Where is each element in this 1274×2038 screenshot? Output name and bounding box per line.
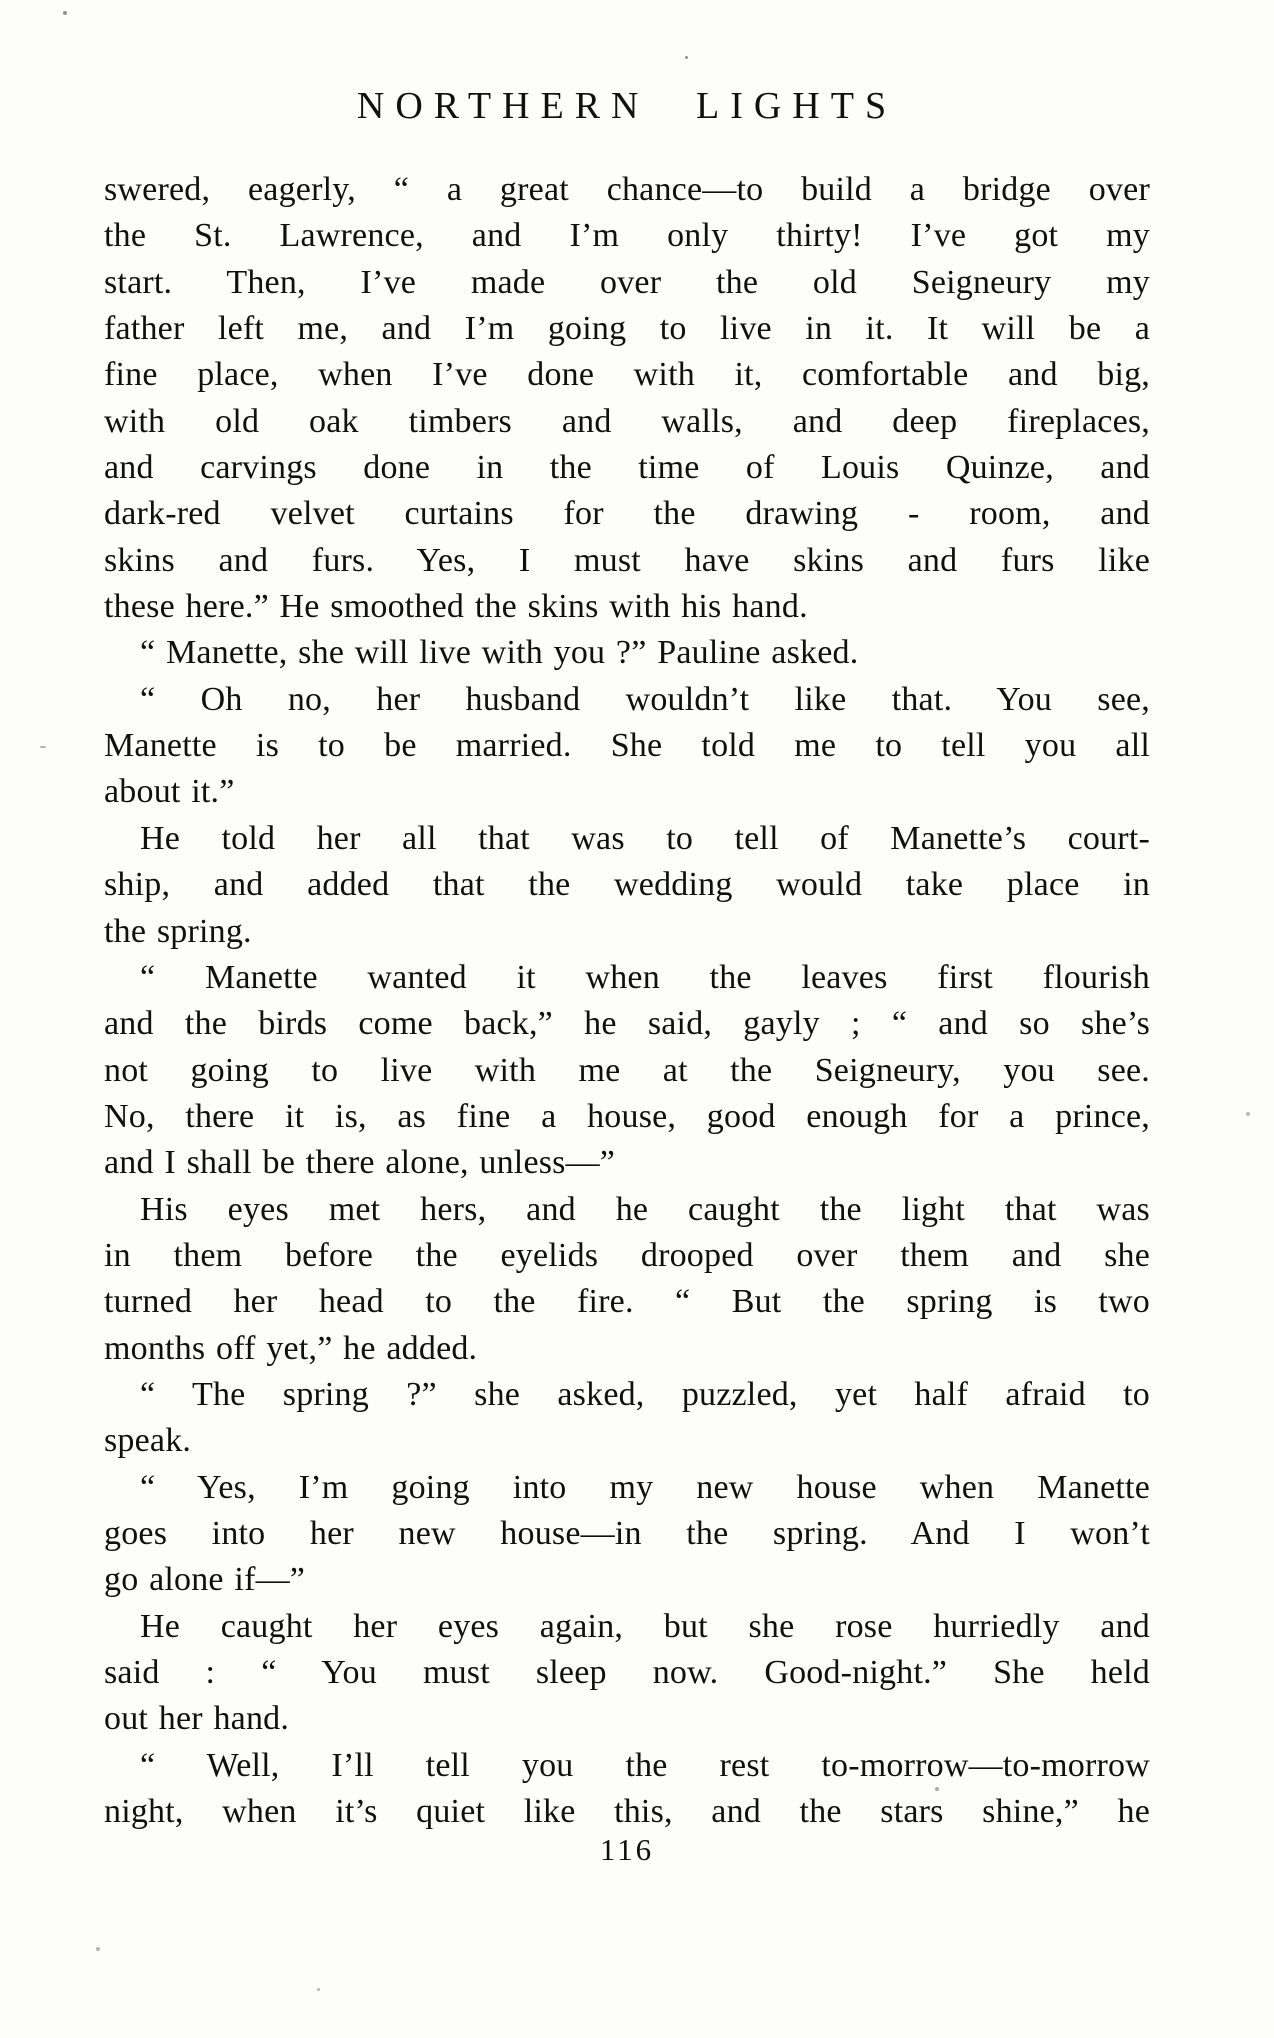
text-line: His eyes met hers, and he caught the light that was bbox=[140, 1190, 1150, 1228]
scan-speck bbox=[63, 11, 67, 15]
text-line: goes into her new house—in the spring. And I won’t bbox=[104, 1514, 1150, 1552]
scan-speck bbox=[1246, 1112, 1250, 1116]
text-line: and carvings done in the time of Louis Quinze, and bbox=[104, 449, 1150, 487]
text-line: the spring. bbox=[104, 912, 252, 950]
text-line: No, there it is, as fine a house, good enough for a prince, bbox=[104, 1097, 1150, 1135]
text-line: start. Then, I’ve made over the old Seigneury my bbox=[104, 263, 1150, 301]
scan-speck bbox=[40, 746, 46, 748]
text-line: Manette is to be married. She told me to tell you all bbox=[104, 727, 1150, 765]
text-line: “ Manette wanted it when the leaves first flourish bbox=[140, 958, 1150, 996]
text-line: about it.” bbox=[104, 773, 235, 811]
text-line: with old oak timbers and walls, and deep fireplaces, bbox=[104, 402, 1150, 440]
text-line: father left me, and I’m going to live in it. It will be a bbox=[104, 310, 1150, 348]
scan-speck bbox=[317, 1988, 320, 1991]
text-line: “ The spring ?” she asked, puzzled, yet half afraid to bbox=[140, 1375, 1150, 1413]
scan-speck bbox=[96, 1947, 100, 1951]
text-line: in them before the eyelids drooped over them and she bbox=[104, 1236, 1150, 1274]
text-line: skins and furs. Yes, I must have skins and furs like bbox=[104, 541, 1150, 579]
text-line: said : “ You must sleep now. Good-night.” She held bbox=[104, 1654, 1150, 1691]
text-line: He caught her eyes again, but she rose hurriedly and bbox=[140, 1607, 1150, 1645]
scan-speck bbox=[685, 56, 688, 59]
text-line: fine place, when I’ve done with it, comfortable and big, bbox=[104, 356, 1150, 394]
text-line: ship, and added that the wedding would take place in bbox=[104, 866, 1150, 904]
text-line: “ Yes, I’m going into my new house when Manette bbox=[140, 1468, 1150, 1506]
text-line: speak. bbox=[104, 1422, 192, 1460]
text-line: “ Manette, she will live with you ?” Pauline asked. bbox=[140, 634, 859, 672]
page-number: 116 bbox=[599, 1832, 655, 1867]
text-line: these here.” He smoothed the skins with his hand. bbox=[104, 588, 808, 626]
text-line: months off yet,” he added. bbox=[104, 1329, 478, 1367]
text-line: “ Oh no, her husband wouldn’t like that. You see, bbox=[140, 680, 1150, 718]
running-header: NORTHERN LIGHTS bbox=[356, 85, 898, 127]
text-line: swered, eagerly, “ a great chance—to build a bridge over bbox=[104, 171, 1150, 208]
text-line: out her hand. bbox=[104, 1700, 290, 1738]
text-line: and the birds come back,” he said, gayly ; “ and so she’s bbox=[104, 1005, 1150, 1043]
text-line: turned her head to the fire. “ But the spring is two bbox=[104, 1283, 1150, 1321]
text-line: “ Well, I’ll tell you the rest to-morrow—to-morrow bbox=[140, 1746, 1150, 1784]
text-line: night, when it’s quiet like this, and the stars shine,” he bbox=[104, 1793, 1150, 1831]
text-line: and I shall be there alone, unless—” bbox=[104, 1144, 616, 1182]
text-line: dark-red velvet curtains for the drawing - room, and bbox=[104, 495, 1150, 533]
text-line: the St. Lawrence, and I’m only thirty! I’ve got my bbox=[104, 217, 1150, 255]
scan-speck bbox=[935, 1787, 939, 1791]
text-line: He told her all that was to tell of Manette’s court- bbox=[140, 819, 1150, 857]
body-text bbox=[104, 167, 1150, 1835]
text-line: not going to live with me at the Seigneury, you see. bbox=[104, 1051, 1150, 1089]
text-line: go alone if—” bbox=[104, 1561, 306, 1599]
